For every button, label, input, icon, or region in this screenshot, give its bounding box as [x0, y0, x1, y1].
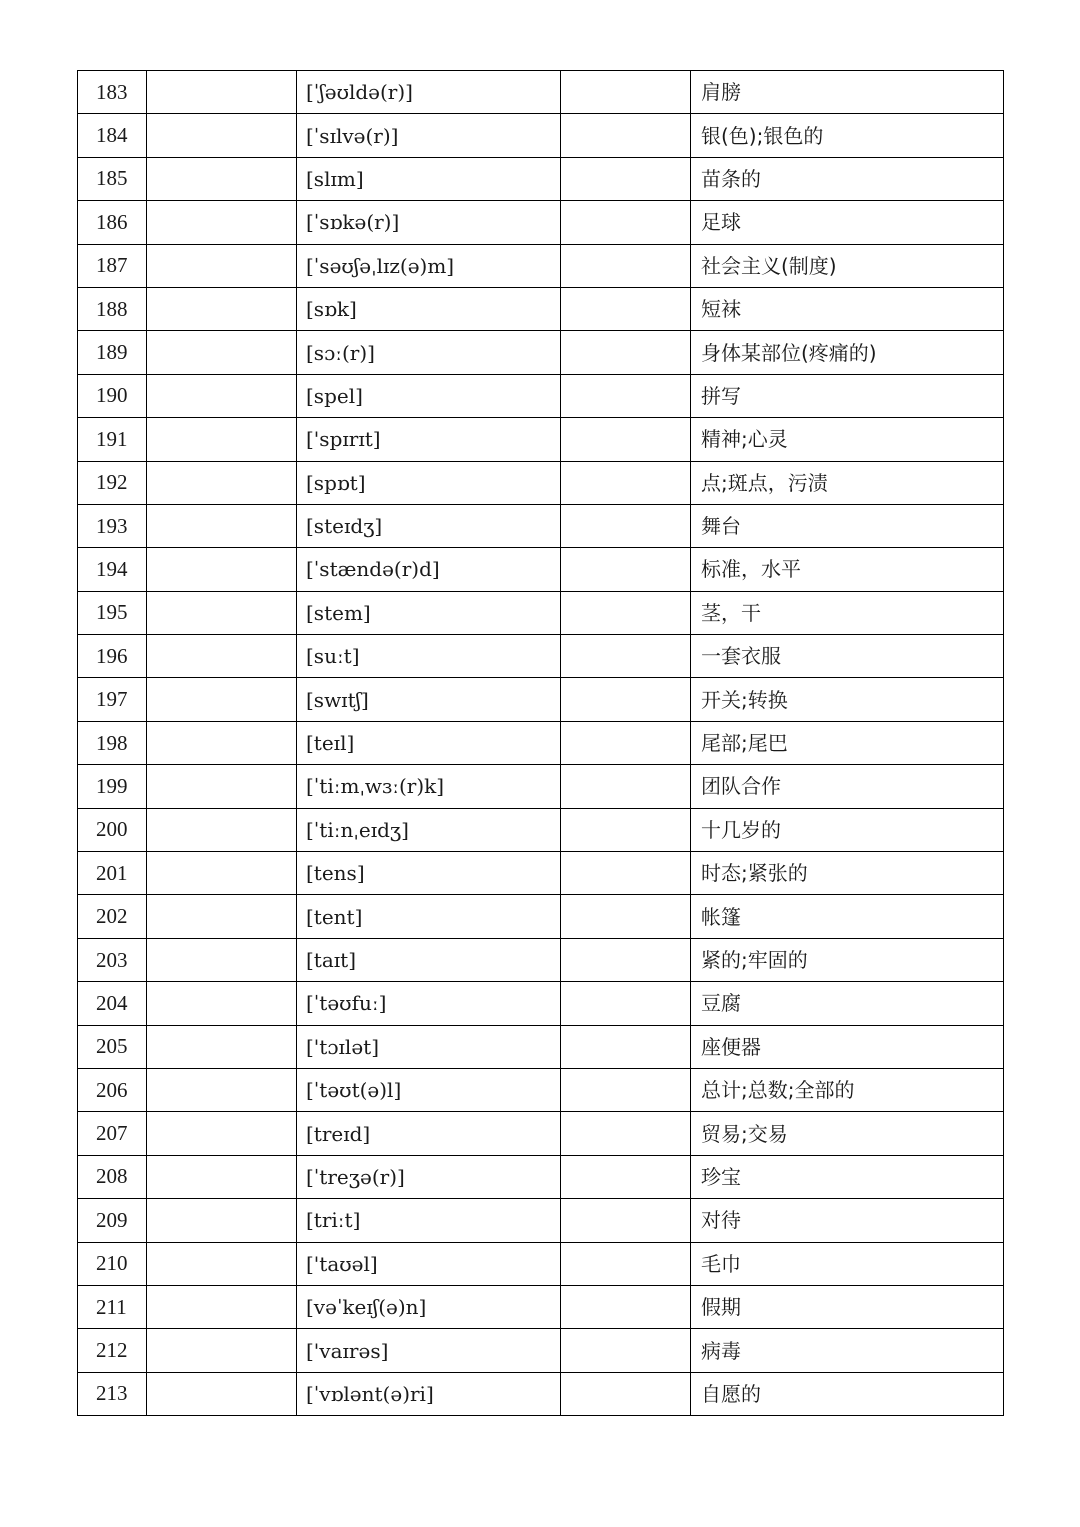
vocabulary-table — [77, 70, 1004, 1416]
english-word-blank — [147, 461, 297, 504]
chinese-meaning: 足球 — [691, 201, 1004, 244]
word-number: 203 — [78, 938, 147, 981]
chinese-meaning: 十几岁的 — [691, 808, 1004, 851]
phonetic-transcription: [treɪd] — [297, 1112, 561, 1155]
phonetic-transcription: [sɔː(r)] — [297, 331, 561, 374]
table-row — [78, 1242, 1004, 1285]
table-row — [78, 331, 1004, 374]
word-number: 188 — [78, 287, 147, 330]
phonetic-transcription: ['vaɪrəs] — [297, 1329, 561, 1372]
word-number: 199 — [78, 765, 147, 808]
part-of-speech-blank — [561, 1329, 691, 1372]
table-row — [78, 157, 1004, 200]
word-number: 211 — [78, 1285, 147, 1328]
part-of-speech-blank — [561, 331, 691, 374]
part-of-speech-blank — [561, 1199, 691, 1242]
chinese-meaning: 总计;总数;全部的 — [691, 1068, 1004, 1111]
part-of-speech-blank — [561, 1285, 691, 1328]
part-of-speech-blank — [561, 114, 691, 157]
chinese-meaning: 精神;心灵 — [691, 418, 1004, 461]
word-number: 194 — [78, 548, 147, 591]
table-row — [78, 244, 1004, 287]
english-word-blank — [147, 201, 297, 244]
word-number: 185 — [78, 157, 147, 200]
part-of-speech-blank — [561, 244, 691, 287]
english-word-blank — [147, 808, 297, 851]
chinese-meaning: 银(色);银色的 — [691, 114, 1004, 157]
english-word-blank — [147, 504, 297, 547]
word-number: 201 — [78, 852, 147, 895]
chinese-meaning: 紧的;牢固的 — [691, 938, 1004, 981]
chinese-meaning: 舞台 — [691, 504, 1004, 547]
chinese-meaning: 病毒 — [691, 1329, 1004, 1372]
chinese-meaning: 茎，干 — [691, 591, 1004, 634]
table-row — [78, 982, 1004, 1025]
chinese-meaning: 对待 — [691, 1199, 1004, 1242]
word-number: 198 — [78, 721, 147, 764]
english-word-blank — [147, 938, 297, 981]
english-word-blank — [147, 244, 297, 287]
word-number: 212 — [78, 1329, 147, 1372]
table-row — [78, 71, 1004, 114]
part-of-speech-blank — [561, 1025, 691, 1068]
english-word-blank — [147, 1372, 297, 1415]
part-of-speech-blank — [561, 374, 691, 417]
chinese-meaning: 社会主义(制度) — [691, 244, 1004, 287]
phonetic-transcription: [spɒt] — [297, 461, 561, 504]
table-row — [78, 461, 1004, 504]
part-of-speech-blank — [561, 548, 691, 591]
phonetic-transcription: [suːt] — [297, 635, 561, 678]
phonetic-transcription: [steɪdʒ] — [297, 504, 561, 547]
chinese-meaning: 标准，水平 — [691, 548, 1004, 591]
phonetic-transcription: [tens] — [297, 852, 561, 895]
part-of-speech-blank — [561, 808, 691, 851]
part-of-speech-blank — [561, 1372, 691, 1415]
english-word-blank — [147, 1025, 297, 1068]
english-word-blank — [147, 157, 297, 200]
word-number: 205 — [78, 1025, 147, 1068]
phonetic-transcription: [triːt] — [297, 1199, 561, 1242]
table-row — [78, 852, 1004, 895]
english-word-blank — [147, 678, 297, 721]
phonetic-transcription: [ˈʃəʊldə(r)] — [297, 71, 561, 114]
chinese-meaning: 珍宝 — [691, 1155, 1004, 1198]
english-word-blank — [147, 982, 297, 1025]
word-number: 196 — [78, 635, 147, 678]
part-of-speech-blank — [561, 678, 691, 721]
table-row — [78, 1155, 1004, 1198]
english-word-blank — [147, 71, 297, 114]
vocabulary-table-body — [78, 71, 1004, 1416]
part-of-speech-blank — [561, 157, 691, 200]
phonetic-transcription: [ˈsɪlvə(r)] — [297, 114, 561, 157]
phonetic-transcription: [ˈtəʊt(ə)l] — [297, 1068, 561, 1111]
english-word-blank — [147, 418, 297, 461]
table-row — [78, 418, 1004, 461]
table-row — [78, 548, 1004, 591]
phonetic-transcription: [ˈsəʊʃəˌlɪz(ə)m] — [297, 244, 561, 287]
chinese-meaning: 自愿的 — [691, 1372, 1004, 1415]
english-word-blank — [147, 852, 297, 895]
english-word-blank — [147, 1242, 297, 1285]
phonetic-transcription: ['taʊəl] — [297, 1242, 561, 1285]
word-number: 190 — [78, 374, 147, 417]
word-number: 187 — [78, 244, 147, 287]
table-row — [78, 1372, 1004, 1415]
english-word-blank — [147, 1285, 297, 1328]
word-number: 191 — [78, 418, 147, 461]
table-row — [78, 201, 1004, 244]
chinese-meaning: 点;斑点，污渍 — [691, 461, 1004, 504]
part-of-speech-blank — [561, 504, 691, 547]
english-word-blank — [147, 1112, 297, 1155]
english-word-blank — [147, 1155, 297, 1198]
english-word-blank — [147, 374, 297, 417]
part-of-speech-blank — [561, 1112, 691, 1155]
part-of-speech-blank — [561, 418, 691, 461]
phonetic-transcription: [teɪl] — [297, 721, 561, 764]
english-word-blank — [147, 331, 297, 374]
part-of-speech-blank — [561, 852, 691, 895]
english-word-blank — [147, 591, 297, 634]
part-of-speech-blank — [561, 635, 691, 678]
part-of-speech-blank — [561, 982, 691, 1025]
english-word-blank — [147, 721, 297, 764]
table-row — [78, 374, 1004, 417]
phonetic-transcription: [ˈtreʒə(r)] — [297, 1155, 561, 1198]
phonetic-transcription: [swɪtʃ] — [297, 678, 561, 721]
english-word-blank — [147, 765, 297, 808]
chinese-meaning: 座便器 — [691, 1025, 1004, 1068]
part-of-speech-blank — [561, 765, 691, 808]
word-number: 213 — [78, 1372, 147, 1415]
phonetic-transcription: [slɪm] — [297, 157, 561, 200]
table-row — [78, 721, 1004, 764]
table-row — [78, 635, 1004, 678]
chinese-meaning: 短袜 — [691, 287, 1004, 330]
chinese-meaning: 豆腐 — [691, 982, 1004, 1025]
phonetic-transcription: ['spɪrɪt] — [297, 418, 561, 461]
phonetic-transcription: [vəˈkeɪʃ(ə)n] — [297, 1285, 561, 1328]
phonetic-transcription: [spel] — [297, 374, 561, 417]
english-word-blank — [147, 287, 297, 330]
part-of-speech-blank — [561, 1242, 691, 1285]
table-row — [78, 1285, 1004, 1328]
chinese-meaning: 一套衣服 — [691, 635, 1004, 678]
table-row — [78, 808, 1004, 851]
chinese-meaning: 尾部;尾巴 — [691, 721, 1004, 764]
word-number: 202 — [78, 895, 147, 938]
phonetic-transcription: [ˈtiːnˌeɪdʒ] — [297, 808, 561, 851]
word-number: 206 — [78, 1068, 147, 1111]
chinese-meaning: 团队合作 — [691, 765, 1004, 808]
table-row — [78, 287, 1004, 330]
word-number: 207 — [78, 1112, 147, 1155]
word-number: 210 — [78, 1242, 147, 1285]
word-number: 183 — [78, 71, 147, 114]
part-of-speech-blank — [561, 201, 691, 244]
english-word-blank — [147, 114, 297, 157]
word-number: 186 — [78, 201, 147, 244]
part-of-speech-blank — [561, 1155, 691, 1198]
table-row — [78, 1199, 1004, 1242]
word-number: 184 — [78, 114, 147, 157]
chinese-meaning: 毛巾 — [691, 1242, 1004, 1285]
chinese-meaning: 假期 — [691, 1285, 1004, 1328]
part-of-speech-blank — [561, 895, 691, 938]
phonetic-transcription: [sɒk] — [297, 287, 561, 330]
part-of-speech-blank — [561, 938, 691, 981]
phonetic-transcription: [stem] — [297, 591, 561, 634]
table-row — [78, 1068, 1004, 1111]
part-of-speech-blank — [561, 1068, 691, 1111]
table-row — [78, 765, 1004, 808]
phonetic-transcription: [ˈtəʊfuː] — [297, 982, 561, 1025]
chinese-meaning: 拼写 — [691, 374, 1004, 417]
part-of-speech-blank — [561, 591, 691, 634]
table-row — [78, 678, 1004, 721]
table-row — [78, 938, 1004, 981]
english-word-blank — [147, 895, 297, 938]
table-row — [78, 504, 1004, 547]
word-number: 209 — [78, 1199, 147, 1242]
chinese-meaning: 苗条的 — [691, 157, 1004, 200]
english-word-blank — [147, 1199, 297, 1242]
phonetic-transcription: [tent] — [297, 895, 561, 938]
phonetic-transcription: [ˈvɒlənt(ə)ri] — [297, 1372, 561, 1415]
english-word-blank — [147, 1329, 297, 1372]
english-word-blank — [147, 1068, 297, 1111]
word-number: 192 — [78, 461, 147, 504]
word-number: 204 — [78, 982, 147, 1025]
part-of-speech-blank — [561, 721, 691, 764]
english-word-blank — [147, 635, 297, 678]
word-number: 189 — [78, 331, 147, 374]
table-row — [78, 591, 1004, 634]
chinese-meaning: 肩膀 — [691, 71, 1004, 114]
part-of-speech-blank — [561, 71, 691, 114]
chinese-meaning: 帐篷 — [691, 895, 1004, 938]
chinese-meaning: 贸易;交易 — [691, 1112, 1004, 1155]
table-row — [78, 1025, 1004, 1068]
part-of-speech-blank — [561, 287, 691, 330]
phonetic-transcription: [ˈtiːmˌwɜː(r)k] — [297, 765, 561, 808]
table-row — [78, 1112, 1004, 1155]
table-row — [78, 1329, 1004, 1372]
chinese-meaning: 开关;转换 — [691, 678, 1004, 721]
phonetic-transcription: [taɪt] — [297, 938, 561, 981]
table-row — [78, 114, 1004, 157]
chinese-meaning: 时态;紧张的 — [691, 852, 1004, 895]
word-number: 195 — [78, 591, 147, 634]
phonetic-transcription: ['tɔɪlət] — [297, 1025, 561, 1068]
phonetic-transcription: [ˈstændə(r)d] — [297, 548, 561, 591]
table-row — [78, 895, 1004, 938]
chinese-meaning: 身体某部位(疼痛的) — [691, 331, 1004, 374]
word-number: 208 — [78, 1155, 147, 1198]
word-number: 193 — [78, 504, 147, 547]
word-number: 197 — [78, 678, 147, 721]
word-number: 200 — [78, 808, 147, 851]
english-word-blank — [147, 548, 297, 591]
phonetic-transcription: [ˈsɒkə(r)] — [297, 201, 561, 244]
part-of-speech-blank — [561, 461, 691, 504]
